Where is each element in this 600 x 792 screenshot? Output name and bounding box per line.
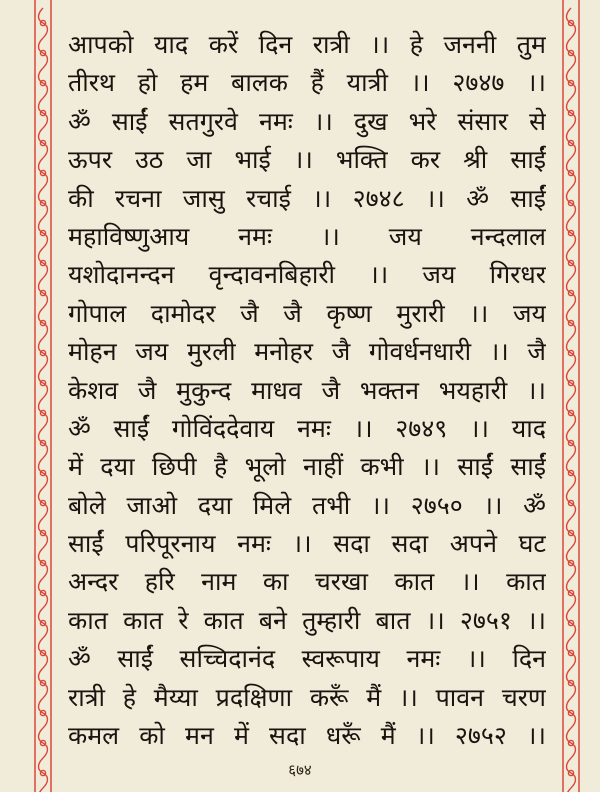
page-number: ६७४ bbox=[288, 761, 312, 779]
text-line-3: ॐ साईं सतगुरवे नमः ।। दुख भरे संसार से bbox=[68, 106, 546, 136]
text-line-6: महाविष्णुआय नमः ।। जय नन्दलाल bbox=[68, 221, 546, 251]
text-line-7: यशोदानन्दन वृन्दावनबिहारी ।। जय गिरधर bbox=[68, 260, 546, 290]
text-line-2: तीरथ हो हम बालक हैं यात्री ।। २७४७ ।। bbox=[68, 68, 546, 98]
border-scroll-ornament bbox=[567, 788, 576, 792]
text-line-11: ॐ साईं गोविंददेवाय नमः ।। २७४९ ।। याद bbox=[68, 413, 546, 443]
left-ornamental-border bbox=[32, 0, 54, 792]
text-line-18: रात्री हे मैय्या प्रदक्षिणा करूँ मैं ।। पावन चरण bbox=[68, 682, 546, 712]
text-line-4: ऊपर उठ जा भाई ।। भक्ति कर श्री साईं bbox=[68, 145, 546, 175]
text-line-12: में दया छिपी है भूलो नाहीं कभी ।। साईं साईं bbox=[68, 452, 546, 482]
border-scroll-ornament bbox=[39, 788, 48, 792]
text-line-14: साईं परिपूरनाय नमः ।। सदा सदा अपने घट bbox=[68, 529, 546, 559]
text-line-1: आपको याद करें दिन रात्री ।। हे जननी तुम bbox=[68, 30, 546, 59]
right-ornamental-border bbox=[560, 0, 582, 792]
text-line-9: मोहन जय मुरली मनोहर जै गोवर्धनधारी ।। जै bbox=[68, 337, 546, 367]
text-line-16: कात कात रे कात बने तुम्हारी बात ।। २७५१ ।। bbox=[68, 605, 546, 635]
text-line-19: कमल को मन में सदा धरूँ मैं ।। २७५२ ।। bbox=[68, 721, 546, 751]
text-line-5: की रचना जासु रचाई ।। २७४८ ।। ॐ साईं bbox=[68, 183, 546, 213]
text-line-17: ॐ साईं सच्चिदानंद स्वरूपाय नमः ।। दिन bbox=[68, 644, 546, 674]
hymn-text bbox=[68, 26, 546, 755]
text-line-13: बोले जाओ दया मिले तभी ।। २७५० ।। ॐ bbox=[68, 490, 546, 520]
text-line-15: अन्दर हरि नाम का चरखा कात ।। कात bbox=[68, 567, 546, 597]
text-line-10: केशव जै मुकुन्द माधव जै भक्तन भयहारी ।। bbox=[68, 375, 546, 405]
text-line-8: गोपाल दामोदर जै जै कृष्ण मुरारी ।। जय bbox=[68, 298, 546, 328]
